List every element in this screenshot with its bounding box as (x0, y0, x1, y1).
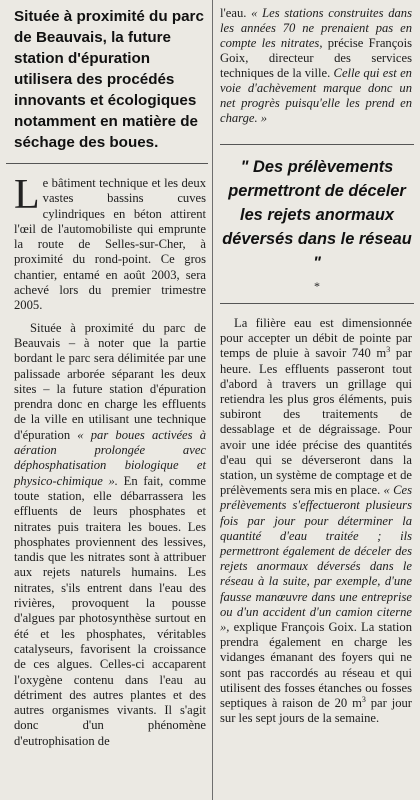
continued-quote-2: Celle qui est en voie d'achèvement marque donc un net progrès puisqu'elle les prend en charge. » (220, 66, 412, 125)
headline-rule (6, 163, 208, 164)
drop-cap: L (14, 172, 40, 218)
continued-text-b: précise François Goix, directeur des services techniques de la ville. (220, 36, 412, 80)
right-text-d: par jour sur les sept jours de la semaine. (220, 696, 412, 726)
continued-text-a: l'eau. (220, 6, 252, 20)
right-body (220, 316, 412, 726)
continued-quote-1: « Les stations construites dans les années 70 ne prenaient pas en compte les nitrates, (220, 6, 412, 50)
superscript-cubic-2: 3 (361, 694, 366, 704)
column-divider (212, 0, 213, 800)
article-headline: Située à proximité du parc de Beauvais, la future station d'épuration utilisera des procédés innovants et écologiques notamment en matière de séchage des boues. (14, 8, 204, 151)
paragraph-2-quote: « par boues activées à aération prolongée avec déphosphatisation biologique et physico-chimique ». (14, 427, 206, 488)
right-text-a: La filière eau est dimensionnée pour accepter un débit de pointe par temps de pluie à savoir 740 m (220, 316, 412, 361)
continued-paragraph (220, 6, 412, 126)
paragraph-2 (14, 321, 206, 749)
paragraph-2-text-a: Située à proximité du parc de Beauvais – à noter que la partie bordant le parc sera délimitée par une palissade arborée séparant les deux sites – la future station d'épuration prendra donc en charge les effluents de la ville en utilisant une technique d'épuration (14, 320, 206, 442)
pull-quote-box (220, 144, 414, 304)
paragraph-2-text-b: En fait, comme toute station, elle débarrassera les effluents de leurs phosphates et nitrates puis traitera les boues. Les phosphates proviennent des lessives, tandis que les nitrates sont à attribuer aux rejets naturels humains. Les nitrates, s'ils entrent dans l'eau des rivières, provoquent la pousse d'algues par photosynthèse surtout en été et les phosphates, véritables catalyseurs, favorisent la croissance de ces algues. Celles-ci accaparent l'oxygène contenu dans l'eau au détriment des autres plantes et des autres organismes vivants. Il s'agit donc d'un phénomène d'eutrophisation de (14, 473, 207, 748)
right-text-b: par heure. Les effluents passeront tout d'abord à travers un grillage qui retiendra les plus gros éléments, puis subiront des traitements de dessablage et de dégraissage. Pour avoir une idée précise des quantités d'eau qui se déverseront dans la station, un système de comptage et de prélèvements sera mis en place. (220, 346, 412, 498)
right-text-c: explique François Goix. La station prendra également en charge les vidanges émanant des foyers qui ne sont pas raccordés au réseau et qui utilisent des fosses étanches ou fosses septiques à raison de 20 m (220, 620, 412, 711)
left-column (0, 0, 212, 756)
right-paragraph (220, 316, 412, 726)
right-column (216, 0, 416, 726)
paragraph-1 (14, 172, 206, 314)
continued-text (220, 6, 412, 126)
right-quote: « Ces prélèvements s'effectueront plusieurs fois par jour pour déterminer la quantité d'eau traitée ; ils permettront également de déceler des rejets anormaux déversés dans le réseau à la suite, par exemple, d'une fausse manœuvre dans une entreprise ou d'un accident d'un camion citerne », (220, 483, 412, 635)
pull-quote: " Des prélèvements permettront de déceler les rejets anormaux déversés dans le réseau " (222, 158, 412, 272)
left-body (14, 172, 207, 749)
pull-quote-mark: * (314, 279, 320, 293)
paragraph-1-text: e bâtiment technique et les deux vastes bassins cuves cylindriques en béton attirent l'œil de l'automobiliste qui emprunte la route de Selles-sur-Cher, à proximité du rond-point. Ce gros chantier, entamé en août 2003, sera achevé lors du premier trimestre 2005. (14, 176, 206, 313)
superscript-cubic-1: 3 (386, 345, 391, 355)
